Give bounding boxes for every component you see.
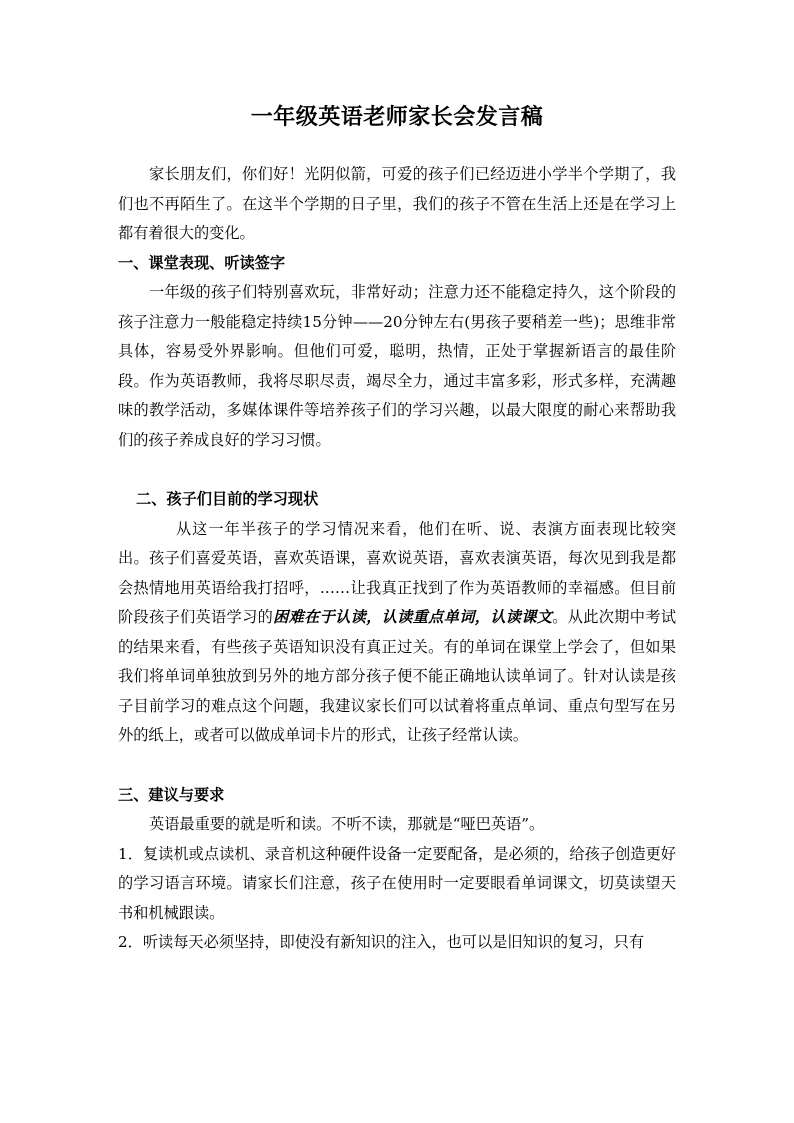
- document-body: [118, 100, 676, 958]
- section2-heading: 二、孩子们目前的学习现状: [136, 490, 319, 508]
- section2-paragraph: [118, 515, 676, 751]
- section1-heading: 一、课堂表现、听读签字: [118, 253, 286, 272]
- section-spacer: [118, 751, 676, 781]
- document-title: 一年级英语老师家长会发言稿: [250, 104, 544, 130]
- section3-heading: 三、建议与要求: [118, 785, 225, 804]
- section2-text-before: 从这一年半孩子的学习情况来看，他们在听、说、表演方面表现比较突出。孩子们喜爱英语，喜欢英语课，喜欢说英语，喜欢表演英语，每次见到我是都会热情地用英语给我打招呼，……让我真正找到了作为英语教师的幸福感。但目前阶段孩子们英语学习的: [118, 519, 676, 626]
- section-spacer: [118, 455, 676, 485]
- section3-lead: 英语最重要的就是听和读。不听不读，那就是“哑巴英语”。: [149, 815, 545, 833]
- section3-item-2: 2．听读每天必须坚持，即使没有新知识的注入，也可以是旧知识的复习，只有: [118, 933, 645, 951]
- section2-text-after: 。从此次期中考试的结果来看，有些孩子英语知识没有真正过关。有的单词在课堂上学会了，但如果我们将单词单独放到另外的地方部分孩子便不能正确地认读单词了。针对认读是孩子目前学习的难点这个问题，我建议家长们可以试着将重点单词、重点句型写在另外的纸上，或者可以做成单词卡片的形式，让孩子经常认读。: [118, 608, 677, 744]
- section2-emphasis: 困难在于认读，认读重点单词，认读课文: [273, 608, 553, 626]
- section1-paragraph: 一年级的孩子们特别喜欢玩，非常好动；注意力还不能稳定持久，这个阶段的孩子注意力一般能稳定持续15分钟——20分钟左右(男孩子要稍差一些)；思维非常具体，容易受外界影响。但他们可爱，聪明，热情，正处于掌握新语言的最佳阶段。作为英语教师，我将尽职尽责，竭尽全力，通过丰富多彩，形式多样，充满趣味的教学活动，多媒体课件等培养孩子们的学习兴趣，以最大限度的耐心来帮助我们的孩子养成良好的学习习惯。: [118, 283, 676, 449]
- section3-item-1: 1．复读机或点读机、录音机这种硬件设备一定要配备，是必须的，给孩子创造更好的学习语言环境。请家长们注意，孩子在使用时一定要眼看单词课文，切莫读望天书和机械跟读。: [118, 844, 676, 922]
- intro-paragraph: 家长朋友们，你们好！光阴似箭，可爱的孩子们已经迈进小学半个学期了，我们也不再陌生了。在这半个学期的日子里，我们的孩子不管在生活上还是在学习上都有着很大的变化。: [118, 165, 676, 242]
